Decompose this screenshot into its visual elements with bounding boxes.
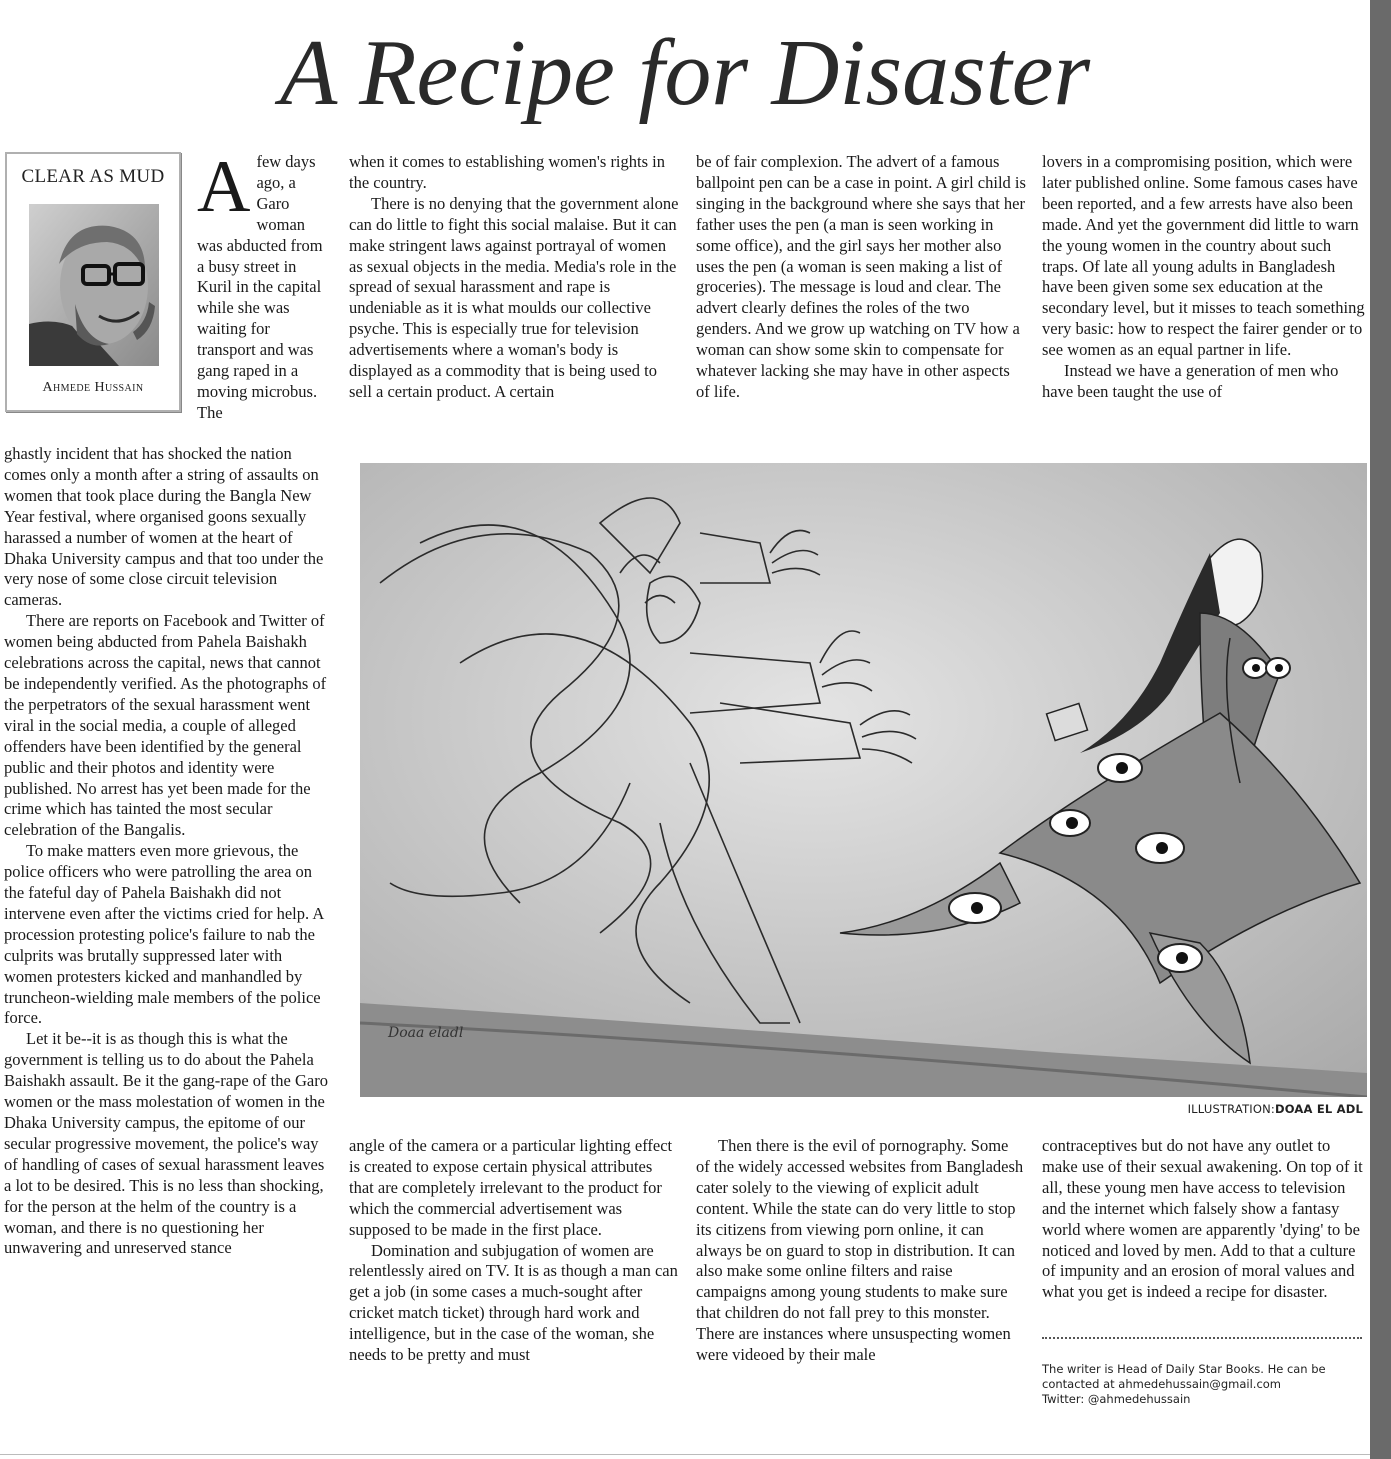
article-paragraph: To make matters even more grievous, the police officers who were patrolling the area on the fateful day of Pahela Baishakh did not intervene even after the victims cried for help. A procession protesting police's failure to nab the culprits was brutally suppressed later with women protesters kicked and manhandled by truncheon-wielding male members of the police force. bbox=[4, 841, 324, 1028]
writer-note bbox=[1042, 1362, 1362, 1407]
article-column-3-bottom bbox=[696, 1136, 1026, 1366]
writer-note-line: contacted at ahmedehussain@gmail.com bbox=[1042, 1377, 1282, 1391]
article-column-3-top bbox=[696, 152, 1026, 403]
article-column-4-bottom bbox=[1042, 1136, 1368, 1303]
writer-note-line: The writer is Head of Daily Star Books. He can be bbox=[1042, 1362, 1326, 1376]
article-paragraph: There is no denying that the government alone can do little to fight this social malaise. But it can make stringent laws against portrayal of women as sexual objects in the media. Media's role in the spread of sexual harassment and rape is undeniable as it is what moulds our collective psyche. This is especially true for television advertisements where a woman's body is displayed as a commodity that is being used to sell a certain product. A certain bbox=[349, 193, 679, 401]
article-column-1 bbox=[4, 444, 330, 1259]
lead-paragraph bbox=[197, 146, 331, 424]
article-paragraph: Domination and subjugation of women are relentlessly aired on TV. It is as though a man can get a job (in some cases a much-sought after cricket match ticket) through hard work and intelligence, but in the case of the woman, she needs to be pretty and must bbox=[349, 1240, 678, 1365]
column-box bbox=[5, 152, 181, 412]
drop-cap: A bbox=[197, 146, 251, 228]
article-paragraph: ghastly incident that has shocked the nation comes only a month after a string of assaults on women that took place during the Bangla New Year festival, where organised goons sexually harassed a number of women at the heart of Dhaka University campus and that too under the very nose of some close circuit television cameras. bbox=[4, 444, 324, 610]
article-paragraph: when it comes to establishing women's rights in the country. bbox=[349, 152, 665, 192]
article-paragraph: contraceptives but do not have any outlet to make use of their sexual awakening. On top of it all, these young men have access to television and the internet which falsely show a fantasy world where women are apparently 'dying' to be noticed and loved by men. Add to that a culture of impunity and an erosion of moral values and what you get is indeed a recipe for disaster. bbox=[1042, 1136, 1363, 1302]
article-paragraph: Let it be--it is as though this is what the government is telling us to do about the Pahela Baishakh assault. Be it the gang-rape of the Garo women or the mass molestation of women in the Dhaka University campus, the epitome of our secular progressive movement, the police's way of handling of cases of sexual harassment leaves a lot to be desired. This is no less than shocking, for the person at the helm of the country is a woman, and there is no questioning her unwavering and unreserved stance bbox=[4, 1029, 328, 1258]
article-column-4-top bbox=[1042, 152, 1368, 403]
author-photo bbox=[29, 204, 159, 366]
article-column-2-bottom bbox=[349, 1136, 679, 1366]
article-paragraph: angle of the camera or a particular lighting effect is created to expose certain physical attributes that are completely irrelevant to the product for which the commercial advertisement was supposed to be made in the first place. bbox=[349, 1136, 673, 1239]
credit-label: ILLUSTRATION: bbox=[1187, 1102, 1276, 1116]
article-paragraph: Then there is the evil of pornography. Some of the widely accessed websites from Bangladesh cater solely to the viewing of explicit adult content. While the state can do very little to stop its citizens from viewing porn online, it can always be on guard to stop in distribution. It can also make some online filters and raise campaigns among young students to make sure that children do not fall prey to this monster. There are instances where unsuspecting women were videoed by their male bbox=[696, 1136, 1024, 1365]
column-name: CLEAR AS MUD bbox=[21, 166, 165, 187]
headline: A Recipe for Disaster bbox=[279, 21, 1091, 125]
illustration-credit bbox=[1188, 1102, 1363, 1116]
lead-text: few days ago, a Garo woman was abducted from a busy street in Kuril in the capital while she was waiting for transport and was gang raped in a moving microbus. The bbox=[197, 152, 323, 422]
page-edge-bar bbox=[1370, 0, 1391, 1459]
article-paragraph: be of fair complexion. The advert of a famous ballpoint pen can be a case in point. A girl child is singing in the background where she says that her father uses the pen (a man is seen working in some office), and the girl says her mother also uses the pen (a woman is seen making a list of groceries). The message is loud and clear. The advert clearly defines the roles of the two genders. And we grow up watching on TV how a woman can show some skin to compensate for whatever lacking she may have in other aspects of life. bbox=[696, 152, 1026, 401]
illustrator-signature: Doaa eladl bbox=[388, 1025, 464, 1041]
article-paragraph: There are reports on Facebook and Twitter of women being abducted from Pahela Baishakh celebrations across the capital, news that cannot be independently verified. As the photographs of the perpetrators of the sexual harassment went viral in the social media, a couple of alleged offenders have been identified by the general public and their photos and identity were published. No arrest has yet been made for the crime which has tainted the most secular celebration of the Bangalis. bbox=[4, 611, 327, 840]
dotted-separator bbox=[1042, 1337, 1362, 1339]
credit-name: DOAA EL ADL bbox=[1275, 1102, 1363, 1116]
author-byline: Ahmede Hussain bbox=[42, 380, 144, 395]
illustration bbox=[360, 463, 1367, 1097]
article-paragraph: lovers in a compromising position, which were later published online. Some famous cases have been reported, and a few arrests have also been made. And yet the government did little to warn the young women in the country about such traps. Of late all young adults in Bangladesh have been given some sex education at the secondary level, but it misses to teach something very basic: how to respect the fairer gender or to see women as an equal partner in life. bbox=[1042, 152, 1365, 360]
writer-note-line: Twitter: @ahmedehussain bbox=[1042, 1392, 1191, 1406]
page-bottom-rule bbox=[0, 1454, 1370, 1455]
article-paragraph: Instead we have a generation of men who have been taught the use of bbox=[1042, 361, 1339, 401]
article-column-2-top bbox=[349, 152, 679, 403]
